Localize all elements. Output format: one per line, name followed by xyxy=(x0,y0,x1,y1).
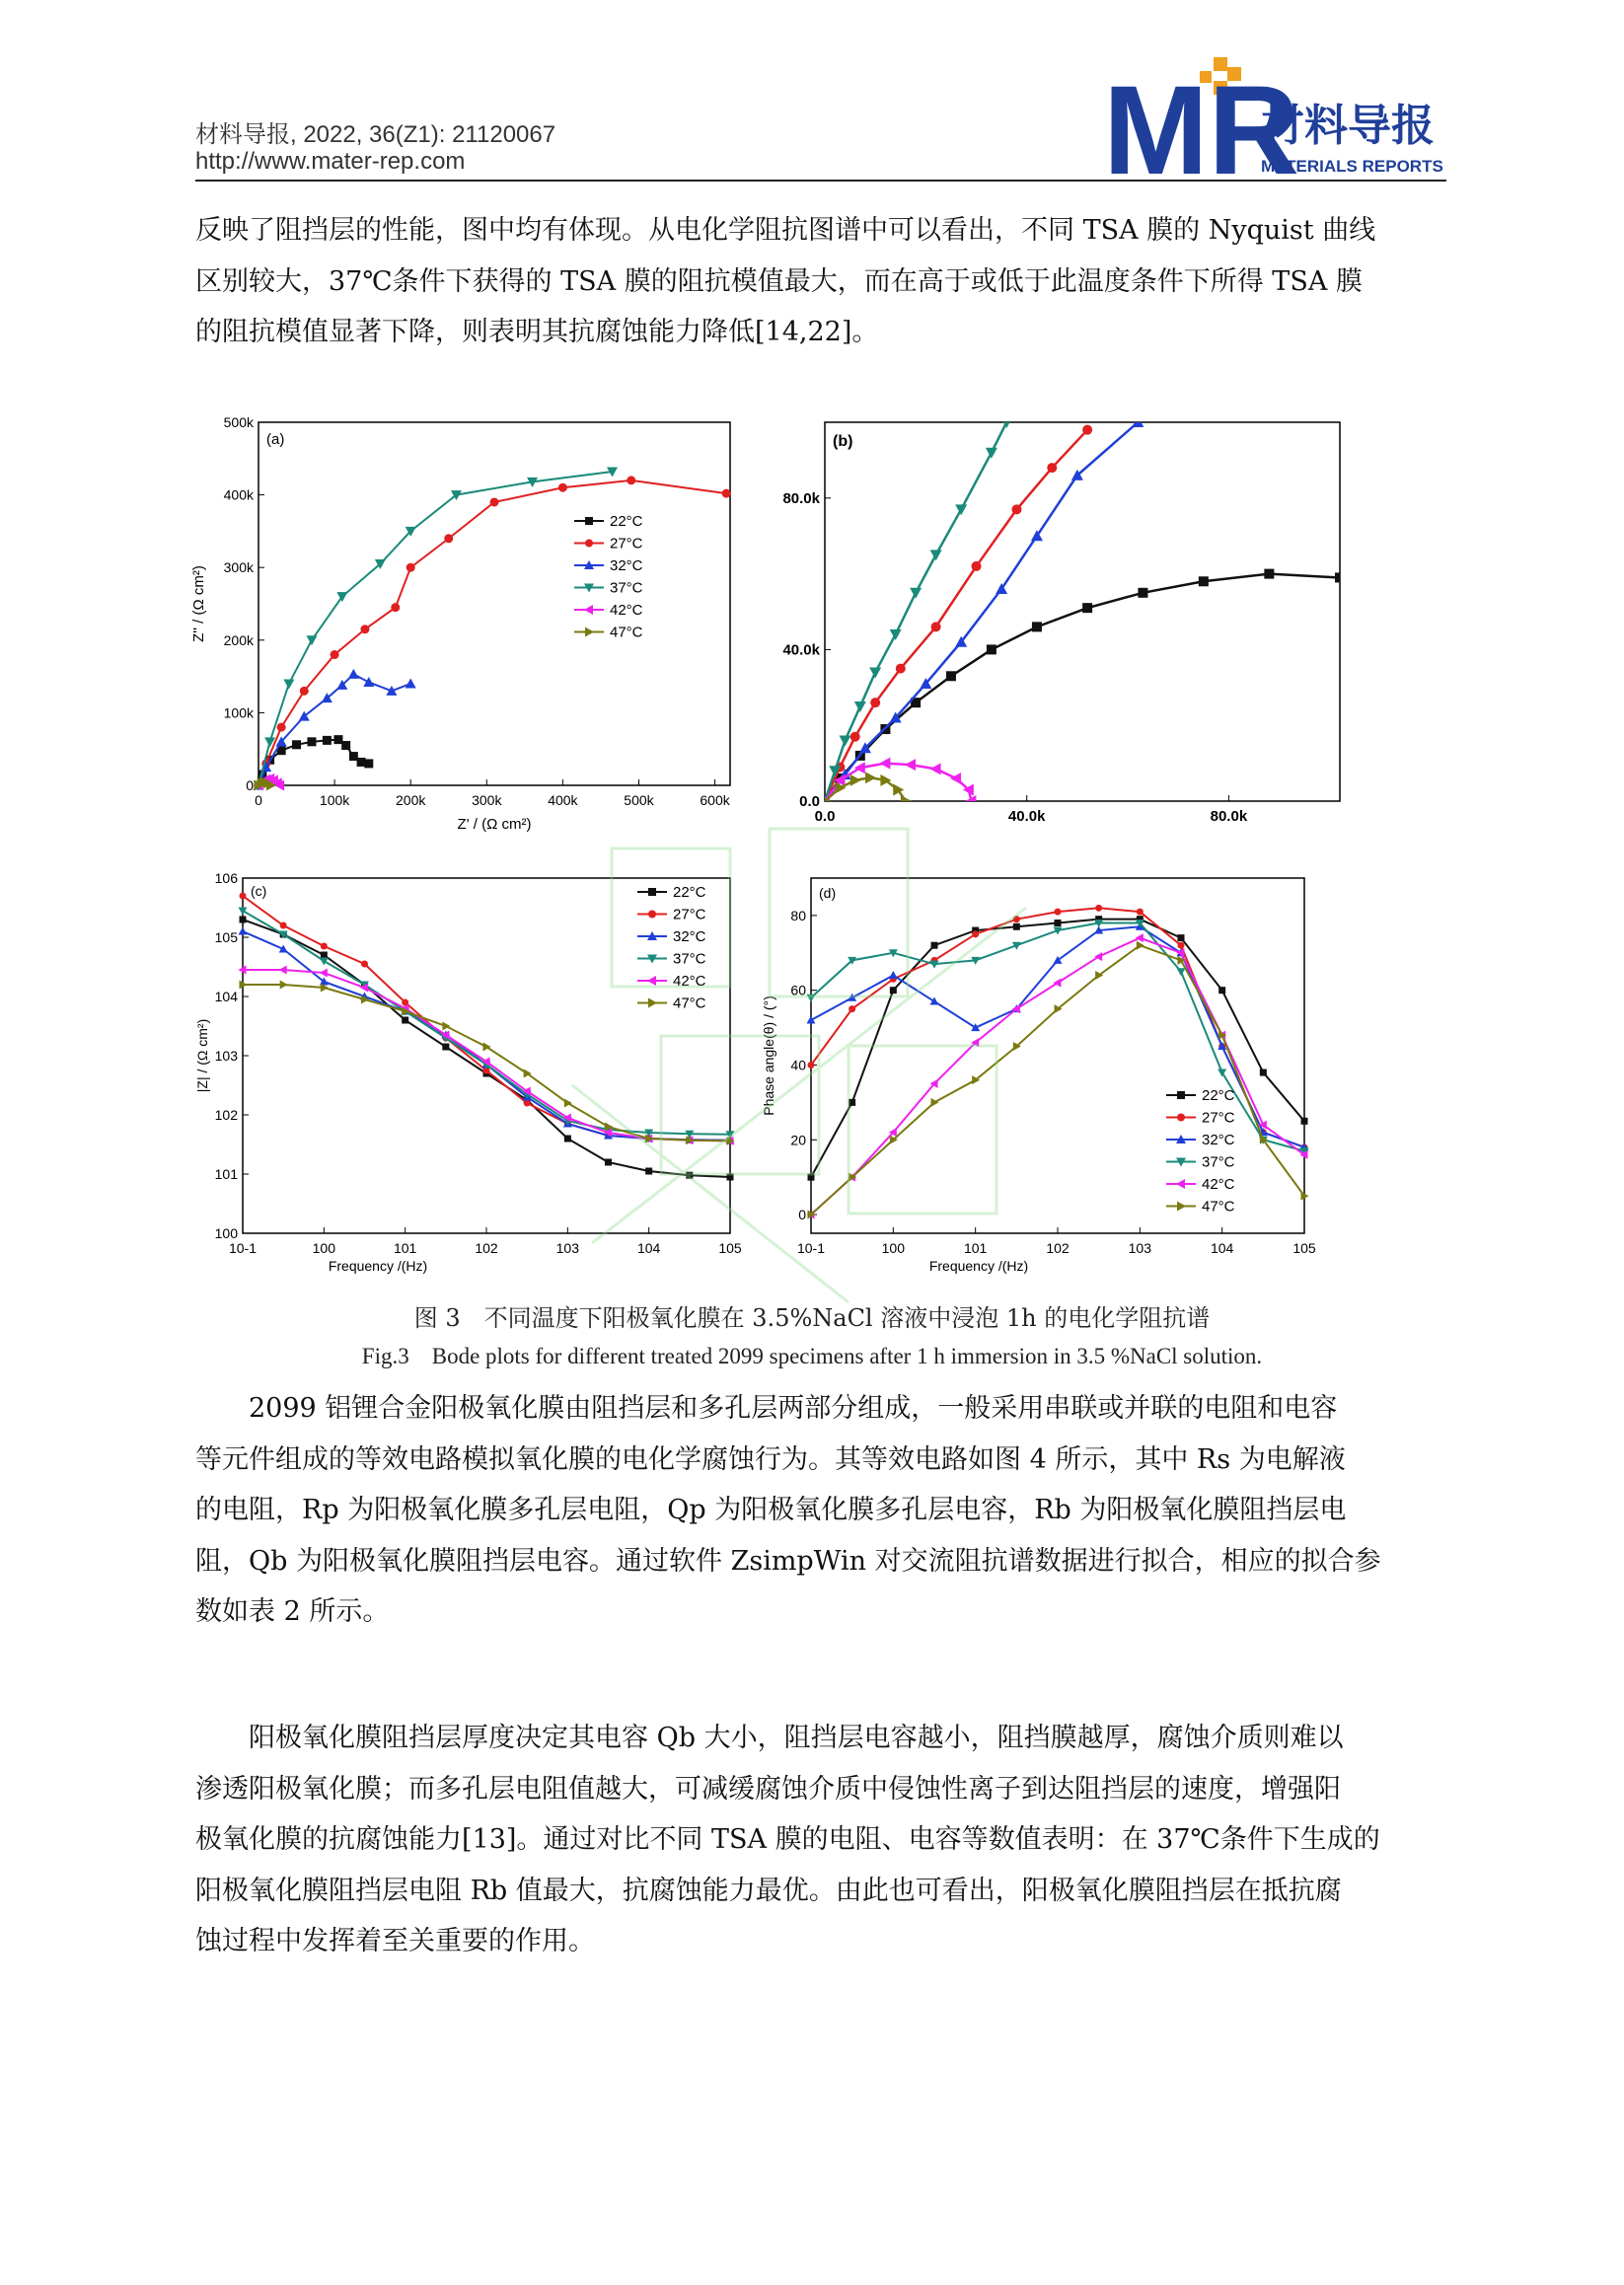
data-point xyxy=(1301,1118,1308,1125)
data-point xyxy=(306,635,317,645)
figure-caption-cn: 图 3 不同温度下阳极氧化膜在 3.5%NaCl 溶液中浸泡 1h 的电化学阻抗谱 xyxy=(413,1304,1211,1332)
data-point xyxy=(972,561,982,571)
x-tick-label: 103 xyxy=(555,1240,580,1256)
data-point xyxy=(1264,569,1274,579)
paragraph-line: 等元件组成的等效电路模拟氧化膜的电化学腐蚀行为。其等效电路如图 4 所示，其中 Rs 为电解液 xyxy=(195,1443,1346,1475)
data-point xyxy=(320,958,329,966)
legend-label: 22°C xyxy=(610,513,643,530)
data-point xyxy=(1178,934,1185,941)
data-point xyxy=(854,701,866,712)
legend-label: 22°C xyxy=(673,884,706,901)
data-point xyxy=(279,966,287,975)
y-tick-label: 0 xyxy=(798,1207,806,1223)
legend-label: 27°C xyxy=(1202,1109,1235,1127)
plot-frame xyxy=(258,422,730,785)
paragraph-line: 渗透阳极氧化膜；而多孔层电阻值越大，可减缓腐蚀介质中侵蚀性离子到达阻挡层的速度，增强阳 xyxy=(195,1773,1341,1805)
data-point xyxy=(320,969,328,978)
data-point xyxy=(905,759,916,771)
legend-label: 42°C xyxy=(673,973,706,990)
x-tick-label: 100 xyxy=(312,1240,336,1256)
y-axis-label: Phase angle(θ) / (°) xyxy=(761,995,776,1116)
journal-url[interactable]: http://www.mater-rep.com xyxy=(195,148,466,175)
data-point xyxy=(585,517,593,525)
data-point xyxy=(1177,968,1186,976)
panel-label: (b) xyxy=(833,433,853,450)
series-group xyxy=(819,416,1345,807)
nyquist-chart-a xyxy=(187,414,750,848)
paragraph-line: 2099 铝锂合金阳极氧化膜由阻挡层和多孔层两部分组成，一般采用串联或并联的电阻和电容 xyxy=(195,1393,1338,1424)
x-tick-label: 100k xyxy=(319,792,350,808)
paragraph-line: 蚀过程中发挥着至关重要的作用。 xyxy=(195,1926,595,1956)
data-point xyxy=(321,952,328,959)
legend-label: 27°C xyxy=(610,535,643,553)
x-tick-label: 102 xyxy=(475,1240,498,1256)
paragraph-line: 极氧化膜的抗腐蚀能力[13]。通过对比不同 TSA 膜的电阻、电容等数值表明：在 37℃条件下生成的 xyxy=(195,1824,1380,1855)
legend-label: 47°C xyxy=(610,624,643,641)
y-tick-label: 400k xyxy=(223,486,254,503)
data-point xyxy=(1136,933,1144,942)
data-point xyxy=(950,773,961,784)
x-tick-label: 10-1 xyxy=(796,1240,826,1256)
data-point xyxy=(333,735,342,744)
figure-caption-en: Fig.3 Bode plots for different treated 2099 specimens after 1 h immersion in 3.5 %NaCl solution. xyxy=(361,1344,1263,1368)
x-tick-label: 500k xyxy=(624,792,654,808)
x-tick-label: 104 xyxy=(636,1240,661,1256)
data-point xyxy=(930,550,942,560)
x-tick-label: 200k xyxy=(396,792,426,808)
x-tick-label: 101 xyxy=(393,1240,417,1256)
data-point xyxy=(239,908,248,916)
y-tick-label: 80.0k xyxy=(782,489,820,507)
y-tick-label: 0 xyxy=(246,777,254,793)
data-point xyxy=(357,758,366,767)
paragraph-line: 阳极氧化膜阻挡层厚度决定其电容 Qb 大小，阻挡层电容越小，阻挡膜越厚，腐蚀介质则难以 xyxy=(195,1723,1344,1753)
data-point xyxy=(986,448,997,459)
data-point xyxy=(1199,576,1209,586)
data-point xyxy=(442,1044,449,1051)
legend-label: 42°C xyxy=(1202,1176,1235,1193)
data-point xyxy=(280,922,287,929)
data-point xyxy=(627,476,635,484)
data-point xyxy=(363,677,374,687)
y-tick-label: 100k xyxy=(223,704,254,721)
x-tick-label: 0.0 xyxy=(814,808,836,825)
paragraph-line: 阻，Qb 为阳极氧化膜阻挡层电容。通过软件 ZsimpWin 对交流阻抗谱数据进行拟合，相应的拟合参 xyxy=(195,1545,1381,1577)
data-point xyxy=(1032,622,1042,631)
data-point xyxy=(1138,588,1147,598)
data-point xyxy=(869,667,881,678)
y-tick-label: 40 xyxy=(790,1057,806,1073)
paragraph-line: 反映了阻挡层的性能，图中均有体现。从电化学阻抗图谱中可以看出，不同 TSA 膜的 Nyquist 曲线 xyxy=(195,215,1376,246)
data-point xyxy=(1178,942,1185,949)
legend-label: 47°C xyxy=(1202,1198,1235,1216)
paragraph-line: 的阻抗模值显著下降，则表明其抗腐蚀能力降低[14,22]。 xyxy=(195,317,879,347)
paragraph-line: 的电阻，Rp 为阳极氧化膜多孔层电阻，Qp 为阳极氧化膜多孔层电容，Rb 为阳极氧化膜阻挡层电 xyxy=(195,1495,1347,1525)
data-point xyxy=(442,1022,450,1031)
y-tick-label: 103 xyxy=(214,1048,238,1064)
data-point xyxy=(931,622,941,631)
data-point xyxy=(839,736,850,747)
paragraph-line: 区别较大，37℃条件下获得的 TSA 膜的阻抗模值最大，而在高于或低于此温度条件下所得 TSA 膜 xyxy=(195,265,1363,297)
data-point xyxy=(558,483,567,492)
y-axis-label: |Z| / (Ω cm²) xyxy=(194,1018,210,1093)
logo-en-name: MATERIALS REPORTS xyxy=(1261,157,1443,176)
data-point xyxy=(946,671,956,681)
data-point xyxy=(910,588,922,599)
legend-label: 32°C xyxy=(1202,1132,1235,1148)
data-point xyxy=(277,723,286,732)
y-tick-label: 200k xyxy=(223,631,254,648)
data-point xyxy=(865,772,876,783)
legend-label: 37°C xyxy=(610,579,643,597)
x-tick-label: 103 xyxy=(1128,1240,1152,1256)
data-point xyxy=(870,698,880,707)
y-tick-label: 80 xyxy=(790,907,806,923)
logo-cn-name: 材料导报 xyxy=(1261,101,1435,151)
data-point xyxy=(850,732,860,742)
x-tick-label: 105 xyxy=(1292,1240,1316,1256)
y-tick-label: 300k xyxy=(223,559,254,576)
journal-citation: 材料导报, 2022, 36(Z1): 21120067 xyxy=(195,121,556,148)
data-point xyxy=(406,563,415,572)
legend-label: 27°C xyxy=(673,906,706,923)
y-tick-label: 60 xyxy=(790,982,806,998)
legend-label: 47°C xyxy=(673,995,706,1012)
paragraph-3 xyxy=(195,1713,1446,1967)
data-point xyxy=(283,679,294,689)
nyquist-chart-b xyxy=(750,414,1362,829)
data-point xyxy=(361,961,368,968)
data-point xyxy=(348,669,359,679)
logo-letters: MR xyxy=(1103,60,1300,178)
data-point xyxy=(1095,905,1102,912)
data-point xyxy=(1082,603,1092,613)
data-point xyxy=(402,1017,408,1024)
data-point xyxy=(239,927,248,935)
data-point xyxy=(879,758,890,770)
legend-label: 37°C xyxy=(673,950,706,968)
data-point xyxy=(1177,1091,1185,1099)
data-point xyxy=(240,893,247,900)
series-line xyxy=(825,574,1340,801)
data-point xyxy=(1047,463,1057,473)
paragraph-line: 阳极氧化膜阻挡层电阻 Rb 值最大，抗腐蚀能力最优。由此也可看出，阳极氧化膜阻挡层在抵抗腐 xyxy=(195,1875,1342,1906)
data-point xyxy=(955,504,967,515)
x-axis-label: Frequency /(Hz) xyxy=(928,1258,1029,1274)
data-point xyxy=(1260,1069,1267,1076)
data-point xyxy=(930,763,941,774)
x-tick-label: 0 xyxy=(255,792,262,808)
y-tick-label: 0.0 xyxy=(799,793,820,810)
data-point xyxy=(850,774,861,786)
x-tick-label: 600k xyxy=(700,792,730,808)
data-point xyxy=(1137,941,1144,950)
y-tick-label: 105 xyxy=(214,929,238,945)
data-point xyxy=(300,687,309,696)
paragraph-1 xyxy=(195,205,1446,358)
x-axis-label: Frequency /(Hz) xyxy=(328,1258,428,1274)
data-point xyxy=(585,627,594,637)
x-tick-label: 101 xyxy=(963,1240,988,1256)
data-point xyxy=(1137,909,1144,916)
legend-label: 22°C xyxy=(1202,1087,1235,1104)
y-tick-label: 100 xyxy=(214,1225,238,1241)
data-point xyxy=(323,736,332,745)
y-axis-label: Z'' / (Ω cm²) xyxy=(190,565,207,642)
data-point xyxy=(1011,504,1021,514)
data-point xyxy=(1082,425,1092,435)
data-point xyxy=(1176,1179,1185,1189)
y-tick-label: 104 xyxy=(214,989,238,1004)
data-point xyxy=(1177,1114,1185,1122)
data-point xyxy=(444,534,453,543)
data-point xyxy=(584,605,593,615)
data-point xyxy=(341,741,350,750)
x-tick-label: 80.0k xyxy=(1210,808,1248,825)
data-point xyxy=(406,678,416,688)
y-tick-label: 20 xyxy=(790,1132,806,1148)
panel-label: (a) xyxy=(266,431,285,448)
data-point xyxy=(1218,987,1225,994)
data-point xyxy=(490,497,499,506)
panel-label: (d) xyxy=(819,885,837,901)
paragraph-line: 数如表 2 所示。 xyxy=(195,1596,390,1627)
data-point xyxy=(364,759,373,768)
data-point xyxy=(524,1100,531,1107)
watermark-pattern xyxy=(553,789,1066,1342)
x-axis-label: Z' / (Ω cm²) xyxy=(457,816,532,833)
data-point xyxy=(307,737,316,746)
data-point xyxy=(854,762,865,774)
data-point xyxy=(280,981,288,990)
panel-label: (c) xyxy=(251,883,267,899)
data-point xyxy=(722,489,731,498)
x-tick-label: 10-1 xyxy=(228,1240,258,1256)
data-point xyxy=(896,664,906,674)
header-rule xyxy=(195,180,1446,182)
data-point xyxy=(890,629,902,640)
data-point xyxy=(240,917,247,923)
data-point xyxy=(1335,572,1345,582)
y-tick-label: 40.0k xyxy=(782,641,820,659)
data-point xyxy=(987,644,997,654)
x-tick-label: 102 xyxy=(1046,1240,1070,1256)
data-point xyxy=(321,943,328,950)
legend-label: 42°C xyxy=(610,602,643,619)
data-point xyxy=(292,740,301,749)
x-tick-label: 40.0k xyxy=(1007,808,1046,825)
y-tick-label: 500k xyxy=(223,414,254,430)
y-tick-label: 106 xyxy=(214,870,238,886)
data-point xyxy=(391,603,400,612)
data-point xyxy=(585,540,593,548)
x-tick-label: 400k xyxy=(548,792,578,808)
x-tick-label: 104 xyxy=(1210,1240,1234,1256)
paragraph-2 xyxy=(195,1383,1446,1638)
data-point xyxy=(1177,1202,1186,1212)
data-point xyxy=(331,650,339,659)
data-point xyxy=(349,752,358,761)
y-tick-label: 101 xyxy=(214,1166,238,1182)
x-tick-label: 105 xyxy=(718,1240,742,1256)
legend-label: 32°C xyxy=(610,557,643,574)
legend-label: 32°C xyxy=(673,928,706,945)
x-tick-label: 300k xyxy=(472,792,502,808)
y-tick-label: 102 xyxy=(214,1107,238,1123)
data-point xyxy=(360,625,369,633)
x-tick-label: 100 xyxy=(881,1240,906,1256)
journal-logo xyxy=(1103,57,1448,178)
legend-label: 37°C xyxy=(1202,1153,1235,1171)
